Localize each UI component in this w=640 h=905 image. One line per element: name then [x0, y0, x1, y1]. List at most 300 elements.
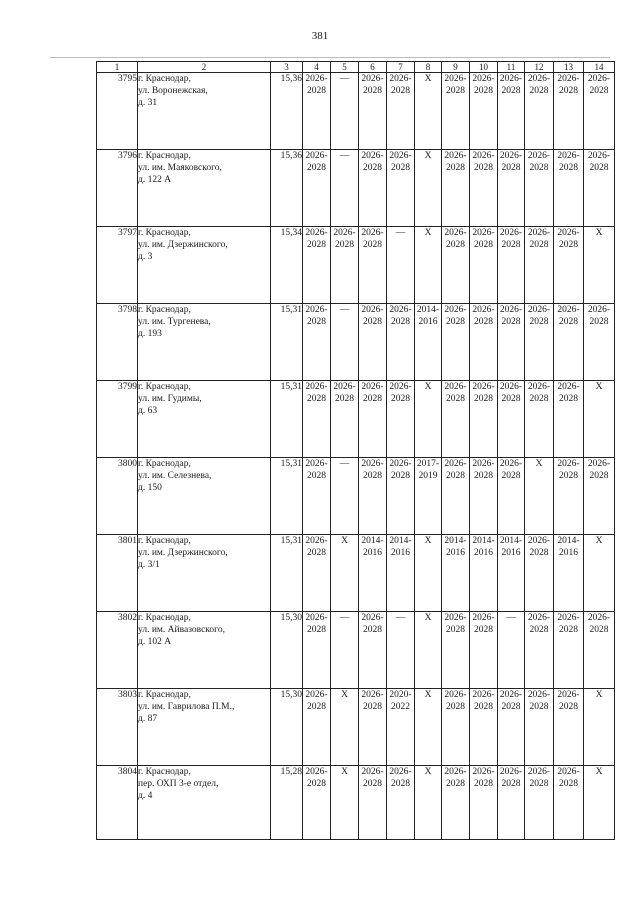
- value-line: 2016: [559, 548, 578, 558]
- value-cell-col-11: [498, 150, 525, 227]
- value-cell-col-10: [470, 73, 498, 150]
- value-cell-col-4: [303, 381, 331, 458]
- value-line: 2028: [307, 163, 326, 173]
- value-cell-col-6: [359, 73, 387, 150]
- value-line: 2016: [501, 548, 521, 558]
- value-line: 2028: [474, 779, 493, 789]
- value-line: 2028: [474, 240, 493, 250]
- value-line: 2028: [589, 317, 609, 327]
- value-line: 2028: [363, 240, 382, 250]
- value-cell-col-7: [387, 150, 415, 227]
- value-line: 2014-: [557, 536, 580, 546]
- area-cell: 15,30: [271, 612, 303, 689]
- value-line: X: [595, 382, 603, 392]
- address-cell: [138, 304, 271, 381]
- value-line: 2028: [501, 394, 521, 404]
- row-number: 3797: [97, 227, 138, 304]
- value-cell-col-5: [331, 689, 359, 766]
- address-cell: [138, 458, 271, 535]
- value-line: 2026-: [305, 151, 328, 161]
- value-line: X: [424, 151, 432, 161]
- value-cell-col-7: [387, 227, 415, 304]
- value-cell-col-14: [584, 458, 615, 535]
- value-line: 2026-: [587, 459, 611, 469]
- value-cell-col-11: [498, 766, 525, 840]
- value-line: —: [339, 151, 350, 161]
- value-cell-col-14: [584, 766, 615, 840]
- value-line: 2028: [391, 779, 410, 789]
- value-cell-col-5: [331, 612, 359, 689]
- row-number: 3803: [97, 689, 138, 766]
- value-cell-col-7: [387, 73, 415, 150]
- value-line: X: [424, 536, 432, 546]
- value-line: 2016: [363, 548, 382, 558]
- row-number: 3798: [97, 304, 138, 381]
- value-line: 2028: [363, 317, 382, 327]
- address-line: д. 87: [138, 714, 158, 724]
- column-header-3: 3: [271, 62, 303, 73]
- value-line: 2028: [529, 625, 549, 635]
- value-cell-col-9: [442, 381, 470, 458]
- value-line: 2026-: [557, 767, 580, 777]
- value-line: 2028: [474, 317, 493, 327]
- value-line: X: [424, 382, 432, 392]
- value-cell-col-10: [470, 535, 498, 612]
- value-line: 2026-: [557, 382, 580, 392]
- value-line: 2026-: [444, 228, 467, 238]
- value-line: 2028: [529, 779, 549, 789]
- value-line: 2026-: [444, 382, 467, 392]
- value-cell-col-8: [415, 535, 442, 612]
- value-line: 2026-: [361, 613, 384, 623]
- value-line: 2026-: [305, 228, 328, 238]
- value-cell-col-4: [303, 689, 331, 766]
- value-cell-col-9: [442, 73, 470, 150]
- value-line: X: [341, 536, 348, 546]
- address-line: д. 122 А: [138, 175, 172, 185]
- address-line: ул. им. Маяковского,: [138, 163, 222, 173]
- value-cell-col-8: [415, 612, 442, 689]
- value-cell-col-9: [442, 150, 470, 227]
- value-line: 2028: [446, 240, 465, 250]
- value-line: 2016: [474, 548, 493, 558]
- value-line: 2026-: [499, 228, 523, 238]
- value-line: 2022: [391, 702, 410, 712]
- address-line: пер. ОХП 3-е отдел,: [138, 779, 219, 789]
- address-line: д. 63: [138, 406, 158, 416]
- row-number: 3800: [97, 458, 138, 535]
- value-cell-col-12: [525, 381, 554, 458]
- value-line: 2028: [559, 163, 578, 173]
- value-line: 2028: [363, 86, 382, 96]
- value-cell-col-4: [303, 535, 331, 612]
- address-cell: [138, 612, 271, 689]
- value-line: 2028: [501, 702, 521, 712]
- value-cell-col-9: [442, 535, 470, 612]
- value-line: 2026-: [499, 690, 523, 700]
- value-line: 2028: [529, 163, 549, 173]
- value-line: 2016: [391, 548, 410, 558]
- value-cell-col-6: [359, 766, 387, 840]
- value-line: 2026-: [389, 767, 412, 777]
- area-cell: 15,30: [271, 689, 303, 766]
- value-cell-col-13: [554, 304, 584, 381]
- value-cell-col-11: [498, 458, 525, 535]
- value-cell-col-14: [584, 73, 615, 150]
- address-line: ул. им. Гаврилова П.М.,: [138, 702, 235, 712]
- value-line: 2026-: [472, 228, 495, 238]
- value-line: 2028: [529, 240, 549, 250]
- value-line: X: [424, 74, 432, 84]
- value-line: 2026-: [389, 305, 412, 315]
- value-cell-col-11: [498, 689, 525, 766]
- value-cell-col-8: [415, 227, 442, 304]
- value-cell-col-5: [331, 381, 359, 458]
- value-line: 2026-: [557, 459, 580, 469]
- value-line: 2026-: [499, 382, 523, 392]
- value-line: 2028: [446, 163, 465, 173]
- value-line: 2028: [501, 240, 521, 250]
- value-line: 2028: [307, 86, 326, 96]
- value-line: 2028: [589, 86, 609, 96]
- value-cell-col-13: [554, 766, 584, 840]
- value-line: 2026-: [527, 151, 551, 161]
- value-line: 2028: [474, 702, 493, 712]
- value-line: 2014-: [416, 305, 440, 315]
- value-line: X: [424, 767, 432, 777]
- value-line: 2028: [589, 471, 609, 481]
- value-line: 2026-: [305, 613, 328, 623]
- address-line: г. Краснодар,: [138, 305, 191, 315]
- value-line: 2026-: [444, 767, 467, 777]
- value-line: 2028: [307, 779, 326, 789]
- value-line: 2028: [307, 625, 326, 635]
- area-cell: 15,36: [271, 73, 303, 150]
- value-line: 2026-: [389, 74, 412, 84]
- value-line: 2026-: [361, 382, 384, 392]
- value-cell-col-11: [498, 227, 525, 304]
- address-line: ул. им. Селезнева,: [138, 471, 212, 481]
- value-line: 2026-: [333, 382, 356, 392]
- data-table: [96, 61, 615, 840]
- value-line: 2028: [529, 317, 549, 327]
- value-line: 2014-: [389, 536, 412, 546]
- address-line: ул. им. Айвазовского,: [138, 625, 225, 635]
- address-line: ул. им. Тургенева,: [138, 317, 211, 327]
- address-cell: [138, 535, 271, 612]
- value-cell-col-12: [525, 535, 554, 612]
- address-cell: [138, 766, 271, 840]
- value-cell-col-11: [498, 381, 525, 458]
- value-cell-col-14: [584, 304, 615, 381]
- value-line: 2026-: [499, 151, 523, 161]
- value-cell-col-6: [359, 458, 387, 535]
- value-line: —: [339, 459, 350, 469]
- column-header-7: 7: [387, 62, 415, 73]
- row-number: 3796: [97, 150, 138, 227]
- value-line: 2028: [474, 163, 493, 173]
- value-line: 2016: [446, 548, 465, 558]
- value-line: 2028: [363, 471, 382, 481]
- address-line: ул. им. Дзержинского,: [138, 548, 228, 558]
- value-cell-col-12: [525, 227, 554, 304]
- value-line: 2028: [391, 317, 410, 327]
- address-line: г. Краснодар,: [138, 382, 191, 392]
- value-cell-col-9: [442, 304, 470, 381]
- value-line: 2026-: [389, 459, 412, 469]
- value-cell-col-9: [442, 227, 470, 304]
- value-line: 2026-: [557, 151, 580, 161]
- address-line: г. Краснодар,: [138, 459, 191, 469]
- value-line: X: [341, 767, 348, 777]
- value-cell-col-5: [331, 535, 359, 612]
- value-line: 2028: [559, 779, 578, 789]
- value-line: X: [595, 767, 603, 777]
- value-line: 2026-: [472, 382, 495, 392]
- address-line: д. 3: [138, 252, 153, 262]
- value-line: 2028: [559, 471, 578, 481]
- value-cell-col-8: [415, 150, 442, 227]
- table-body: [97, 73, 615, 840]
- address-line: д. 4: [138, 791, 153, 801]
- value-cell-col-6: [359, 612, 387, 689]
- value-line: 2020-: [389, 690, 412, 700]
- value-line: 2028: [391, 471, 410, 481]
- value-cell-col-13: [554, 612, 584, 689]
- row-number: 3802: [97, 612, 138, 689]
- value-line: 2026-: [444, 151, 467, 161]
- value-line: 2028: [529, 548, 549, 558]
- value-line: 2028: [307, 317, 326, 327]
- area-cell: 15,36: [271, 150, 303, 227]
- value-line: 2026-: [557, 74, 580, 84]
- address-line: д. 193: [138, 329, 162, 339]
- value-line: —: [339, 613, 350, 623]
- area-cell: 15,34: [271, 227, 303, 304]
- value-line: 2026-: [557, 613, 580, 623]
- value-line: 2014-: [472, 536, 495, 546]
- value-line: 2028: [501, 317, 521, 327]
- value-line: 2028: [559, 702, 578, 712]
- value-cell-col-7: [387, 304, 415, 381]
- address-line: г. Краснодар,: [138, 228, 191, 238]
- row-number: 3804: [97, 766, 138, 840]
- value-cell-col-12: [525, 458, 554, 535]
- value-line: 2028: [446, 702, 465, 712]
- value-cell-col-5: [331, 227, 359, 304]
- address-line: г. Краснодар,: [138, 151, 191, 161]
- value-line: 2026-: [499, 305, 523, 315]
- table-row: [97, 227, 615, 304]
- value-cell-col-4: [303, 227, 331, 304]
- value-line: 2026-: [389, 151, 412, 161]
- value-line: 2028: [446, 779, 465, 789]
- value-cell-col-10: [470, 227, 498, 304]
- value-cell-col-6: [359, 150, 387, 227]
- value-cell-col-14: [584, 381, 615, 458]
- value-line: 2028: [363, 779, 382, 789]
- value-line: 2028: [446, 317, 465, 327]
- value-line: X: [595, 690, 603, 700]
- row-number: 3795: [97, 73, 138, 150]
- value-line: 2019: [418, 471, 438, 481]
- value-line: —: [339, 305, 350, 315]
- value-cell-col-9: [442, 766, 470, 840]
- value-line: 2026-: [305, 767, 328, 777]
- value-cell-col-5: [331, 766, 359, 840]
- address-line: г. Краснодар,: [138, 767, 191, 777]
- header-row: [97, 62, 615, 73]
- value-line: —: [339, 74, 350, 84]
- value-line: 2014-: [499, 536, 523, 546]
- value-line: 2026-: [499, 459, 523, 469]
- value-cell-col-8: [415, 381, 442, 458]
- address-line: г. Краснодар,: [138, 690, 191, 700]
- value-line: 2026-: [587, 613, 611, 623]
- value-line: 2028: [363, 394, 382, 404]
- column-header-10: 10: [470, 62, 498, 73]
- value-cell-col-10: [470, 381, 498, 458]
- value-line: 2026-: [444, 305, 467, 315]
- value-cell-col-10: [470, 304, 498, 381]
- column-header-14: 14: [584, 62, 615, 73]
- column-header-2: 2: [138, 62, 271, 73]
- table-row: [97, 150, 615, 227]
- value-line: 2026-: [527, 767, 551, 777]
- value-line: 2014-: [361, 536, 384, 546]
- value-line: 2026-: [527, 228, 551, 238]
- value-cell-col-10: [470, 612, 498, 689]
- value-line: X: [535, 459, 543, 469]
- value-line: 2026-: [361, 767, 384, 777]
- value-cell-col-4: [303, 612, 331, 689]
- value-line: 2026-: [361, 690, 384, 700]
- column-header-12: 12: [525, 62, 554, 73]
- value-line: 2026-: [361, 74, 384, 84]
- value-line: 2026-: [361, 459, 384, 469]
- value-line: 2026-: [499, 74, 523, 84]
- value-cell-col-9: [442, 689, 470, 766]
- value-cell-col-6: [359, 535, 387, 612]
- value-line: X: [424, 613, 432, 623]
- value-line: 2026-: [305, 305, 328, 315]
- value-cell-col-13: [554, 381, 584, 458]
- value-line: 2026-: [472, 690, 495, 700]
- address-cell: [138, 227, 271, 304]
- table-row: [97, 381, 615, 458]
- value-cell-col-13: [554, 689, 584, 766]
- column-header-8: 8: [415, 62, 442, 73]
- value-line: 2026-: [361, 151, 384, 161]
- value-line: 2016: [418, 317, 438, 327]
- value-line: 2026-: [527, 536, 551, 546]
- value-cell-col-10: [470, 689, 498, 766]
- address-line: г. Краснодар,: [138, 536, 191, 546]
- table-row: [97, 689, 615, 766]
- address-line: ул. им. Гудимы,: [138, 394, 202, 404]
- value-cell-col-14: [584, 689, 615, 766]
- row-number: 3801: [97, 535, 138, 612]
- value-line: 2026-: [472, 459, 495, 469]
- value-line: 2026-: [527, 74, 551, 84]
- value-cell-col-8: [415, 766, 442, 840]
- value-cell-col-4: [303, 458, 331, 535]
- address-line: г. Краснодар,: [138, 613, 191, 623]
- value-line: 2028: [446, 394, 465, 404]
- value-cell-col-4: [303, 304, 331, 381]
- value-line: 2028: [363, 625, 382, 635]
- value-line: 2026-: [361, 305, 384, 315]
- value-cell-col-12: [525, 689, 554, 766]
- address-line: д. 3/1: [138, 560, 160, 570]
- value-line: 2028: [391, 86, 410, 96]
- value-line: 2026-: [444, 690, 467, 700]
- value-line: 2026-: [305, 74, 328, 84]
- value-line: 2026-: [444, 74, 467, 84]
- value-cell-col-4: [303, 73, 331, 150]
- value-line: 2026-: [305, 382, 328, 392]
- value-cell-col-5: [331, 458, 359, 535]
- value-line: 2026-: [527, 382, 551, 392]
- value-line: 2028: [335, 240, 354, 250]
- value-cell-col-11: [498, 612, 525, 689]
- column-header-6: 6: [359, 62, 387, 73]
- value-line: 2026-: [527, 613, 551, 623]
- value-cell-col-7: [387, 612, 415, 689]
- table-row: [97, 304, 615, 381]
- value-cell-col-12: [525, 612, 554, 689]
- value-cell-col-8: [415, 304, 442, 381]
- value-line: 2028: [559, 317, 578, 327]
- value-cell-col-13: [554, 458, 584, 535]
- value-cell-col-8: [415, 689, 442, 766]
- value-cell-col-10: [470, 150, 498, 227]
- value-line: 2028: [501, 86, 521, 96]
- value-line: 2028: [307, 471, 326, 481]
- address-cell: [138, 381, 271, 458]
- column-header-11: 11: [498, 62, 525, 73]
- address-line: д. 102 А: [138, 637, 172, 647]
- value-line: 2026-: [527, 690, 551, 700]
- value-line: X: [595, 228, 603, 238]
- address-line: г. Краснодар,: [138, 74, 191, 84]
- area-cell: 15,28: [271, 766, 303, 840]
- value-line: X: [424, 690, 432, 700]
- value-cell-col-6: [359, 304, 387, 381]
- value-line: 2028: [529, 702, 549, 712]
- value-line: 2028: [559, 86, 578, 96]
- value-line: —: [395, 613, 406, 623]
- address-cell: [138, 689, 271, 766]
- value-line: —: [395, 228, 406, 238]
- value-line: 2028: [559, 394, 578, 404]
- value-cell-col-8: [415, 73, 442, 150]
- value-line: 2026-: [333, 228, 356, 238]
- column-header-13: 13: [554, 62, 584, 73]
- value-line: 2028: [307, 548, 326, 558]
- value-line: 2026-: [305, 536, 328, 546]
- row-number: 3799: [97, 381, 138, 458]
- value-line: 2026-: [587, 74, 611, 84]
- value-cell-col-11: [498, 535, 525, 612]
- table-row: [97, 612, 615, 689]
- value-line: X: [595, 536, 603, 546]
- value-line: 2028: [529, 86, 549, 96]
- value-line: 2028: [589, 625, 609, 635]
- value-line: 2028: [559, 240, 578, 250]
- value-line: 2017-: [416, 459, 440, 469]
- value-cell-col-12: [525, 766, 554, 840]
